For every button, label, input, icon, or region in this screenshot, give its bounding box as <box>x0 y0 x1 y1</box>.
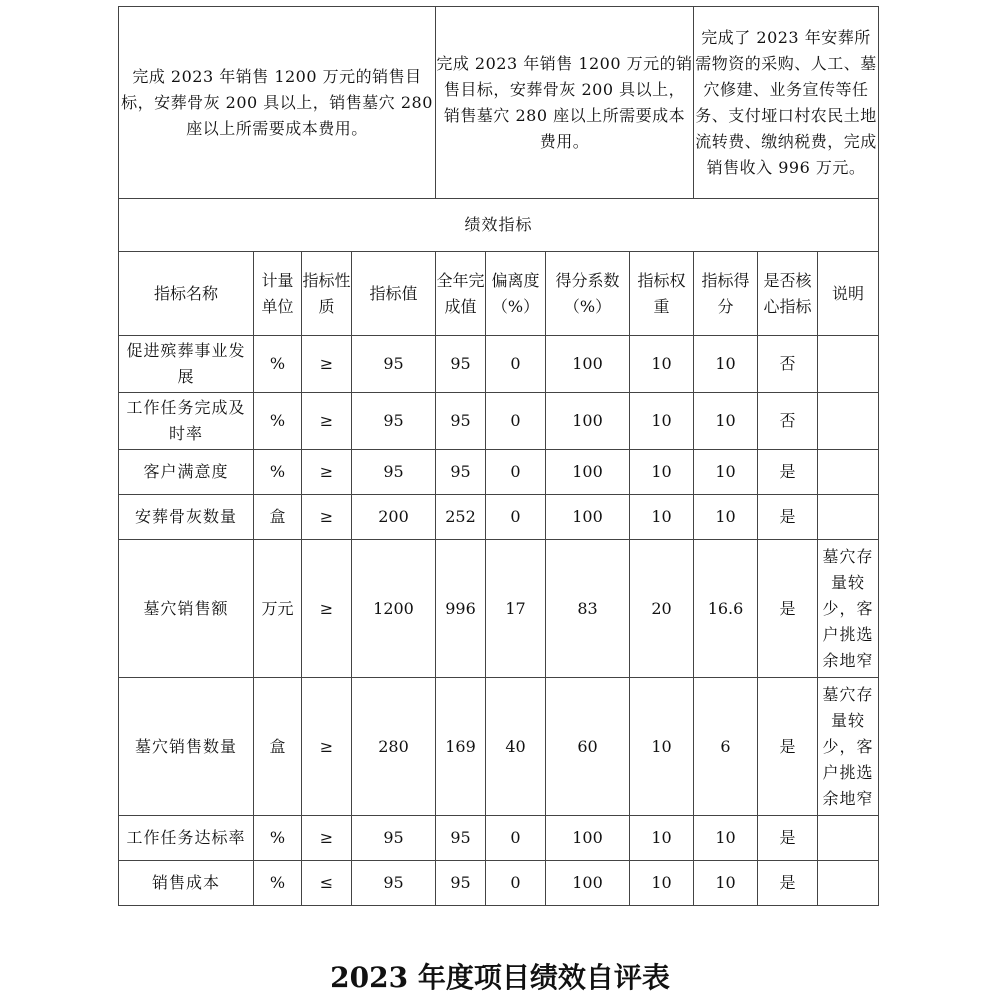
unit-cell: % <box>254 861 302 906</box>
section-row <box>119 199 879 252</box>
goal-plan-cell: 完成 2023 年销售 1200 万元的销售目标，安葬骨灰 200 具以上，销售墓穴 280 座以上所需要成本费用。 <box>436 7 694 199</box>
note-cell <box>818 393 879 450</box>
unit-cell: 盒 <box>254 678 302 816</box>
coefficient-value: 100 <box>546 495 630 540</box>
core-flag: 是 <box>758 678 818 816</box>
score-value: 10 <box>694 336 758 393</box>
performance-table <box>118 6 879 906</box>
goal-target-cell: 完成 2023 年销售 1200 万元的销售目标，安葬骨灰 200 具以上，销售墓穴 280 座以上所需要成本费用。 <box>119 7 436 199</box>
header-score: 指标得分 <box>694 252 758 336</box>
nature-cell: ≤ <box>302 861 352 906</box>
coefficient-value: 83 <box>546 540 630 678</box>
indicator-name: 墓穴销售额 <box>119 540 254 678</box>
unit-cell: % <box>254 336 302 393</box>
nature-cell: ≥ <box>302 540 352 678</box>
weight-value: 10 <box>630 816 694 861</box>
unit-cell: % <box>254 816 302 861</box>
weight-value: 10 <box>630 495 694 540</box>
target-value: 280 <box>352 678 436 816</box>
goal-actual-cell: 完成了 2023 年安葬所需物资的采购、人工、墓穴修建、业务宣传等任务、支付垭口村农民土地流转费、缴纳税费，完成销售收入 996 万元。 <box>694 7 879 199</box>
header-note: 说明 <box>818 252 879 336</box>
score-value: 10 <box>694 450 758 495</box>
header-actual: 全年完成值 <box>436 252 486 336</box>
nature-cell: ≥ <box>302 336 352 393</box>
core-flag: 是 <box>758 495 818 540</box>
core-flag: 是 <box>758 816 818 861</box>
actual-value: 95 <box>436 861 486 906</box>
note-cell <box>818 816 879 861</box>
coefficient-value: 100 <box>546 816 630 861</box>
deviation-value: 0 <box>486 336 546 393</box>
coefficient-value: 60 <box>546 678 630 816</box>
header-coefficient: 得分系数（%） <box>546 252 630 336</box>
weight-value: 10 <box>630 450 694 495</box>
score-value: 6 <box>694 678 758 816</box>
goal-row <box>119 7 879 199</box>
indicator-rows <box>119 336 879 906</box>
unit-cell: 盒 <box>254 495 302 540</box>
actual-value: 95 <box>436 393 486 450</box>
unit-cell: % <box>254 450 302 495</box>
header-target: 指标值 <box>352 252 436 336</box>
unit-cell: 万元 <box>254 540 302 678</box>
target-value: 95 <box>352 336 436 393</box>
actual-value: 996 <box>436 540 486 678</box>
target-value: 95 <box>352 393 436 450</box>
note-cell: 墓穴存量较少，客户挑选余地窄 <box>818 678 879 816</box>
indicator-name: 安葬骨灰数量 <box>119 495 254 540</box>
header-row <box>119 252 879 336</box>
target-value: 1200 <box>352 540 436 678</box>
score-value: 10 <box>694 861 758 906</box>
note-cell <box>818 336 879 393</box>
coefficient-value: 100 <box>546 336 630 393</box>
table-row <box>119 678 879 816</box>
header-indicator-name: 指标名称 <box>119 252 254 336</box>
header-weight: 指标权重 <box>630 252 694 336</box>
deviation-value: 40 <box>486 678 546 816</box>
header-core: 是否核心指标 <box>758 252 818 336</box>
actual-value: 95 <box>436 336 486 393</box>
nature-cell: ≥ <box>302 678 352 816</box>
score-value: 10 <box>694 495 758 540</box>
actual-value: 95 <box>436 450 486 495</box>
table-row <box>119 450 879 495</box>
unit-cell: % <box>254 393 302 450</box>
target-value: 95 <box>352 861 436 906</box>
header-unit: 计量单位 <box>254 252 302 336</box>
core-flag: 是 <box>758 861 818 906</box>
indicator-name: 墓穴销售数量 <box>119 678 254 816</box>
deviation-value: 0 <box>486 450 546 495</box>
actual-value: 252 <box>436 495 486 540</box>
target-value: 95 <box>352 816 436 861</box>
core-flag: 是 <box>758 540 818 678</box>
section-title: 绩效指标 <box>119 199 879 252</box>
indicator-name: 销售成本 <box>119 861 254 906</box>
core-flag: 否 <box>758 336 818 393</box>
coefficient-value: 100 <box>546 450 630 495</box>
score-value: 16.6 <box>694 540 758 678</box>
note-cell <box>818 450 879 495</box>
actual-value: 169 <box>436 678 486 816</box>
weight-value: 10 <box>630 336 694 393</box>
indicator-name: 客户满意度 <box>119 450 254 495</box>
deviation-value: 17 <box>486 540 546 678</box>
weight-value: 20 <box>630 540 694 678</box>
note-cell: 墓穴存量较少，客户挑选余地窄 <box>818 540 879 678</box>
core-flag: 是 <box>758 450 818 495</box>
header-nature: 指标性质 <box>302 252 352 336</box>
target-value: 200 <box>352 495 436 540</box>
score-value: 10 <box>694 816 758 861</box>
table-row <box>119 336 879 393</box>
nature-cell: ≥ <box>302 495 352 540</box>
score-value: 10 <box>694 393 758 450</box>
note-cell <box>818 861 879 906</box>
actual-value: 95 <box>436 816 486 861</box>
header-deviation: 偏离度（%） <box>486 252 546 336</box>
note-cell <box>818 495 879 540</box>
weight-value: 10 <box>630 861 694 906</box>
deviation-value: 0 <box>486 861 546 906</box>
indicator-name: 工作任务达标率 <box>119 816 254 861</box>
page-title: 2023 年度项目绩效自评表 <box>330 961 670 994</box>
table-row <box>119 861 879 906</box>
nature-cell: ≥ <box>302 816 352 861</box>
indicator-name: 促进殡葬事业发展 <box>119 336 254 393</box>
deviation-value: 0 <box>486 495 546 540</box>
nature-cell: ≥ <box>302 393 352 450</box>
core-flag: 否 <box>758 393 818 450</box>
coefficient-value: 100 <box>546 861 630 906</box>
target-value: 95 <box>352 450 436 495</box>
table-row <box>119 495 879 540</box>
table-row <box>119 393 879 450</box>
deviation-value: 0 <box>486 393 546 450</box>
table-row <box>119 816 879 861</box>
weight-value: 10 <box>630 393 694 450</box>
deviation-value: 0 <box>486 816 546 861</box>
weight-value: 10 <box>630 678 694 816</box>
table-row <box>119 540 879 678</box>
indicator-name: 工作任务完成及时率 <box>119 393 254 450</box>
coefficient-value: 100 <box>546 393 630 450</box>
nature-cell: ≥ <box>302 450 352 495</box>
